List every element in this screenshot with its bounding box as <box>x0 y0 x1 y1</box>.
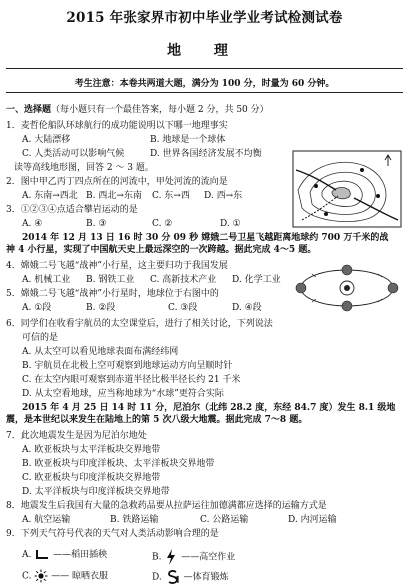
q1-option-c: C. 人类活动可以影响气候 <box>22 149 125 159</box>
q9-option-b-letter: B. <box>152 552 162 563</box>
q5-stem: 5．嫦娥二号飞越“战神”小行星时，地球位于右图中的 <box>6 289 219 299</box>
q3-option-a: A. ④ <box>22 219 43 229</box>
q2-option-b: B. 西北→东南 <box>86 191 142 201</box>
q8-option-b: B. 铁路运输 <box>110 515 159 525</box>
quake-intro-line-2: 震，是本世纪以来发生在陆地上的第 5 次八级大地震。据此完成 7～8 题。 <box>6 415 308 425</box>
q7-option-b: B. 欧亚板块与印度洋板块、太平洋板块交界地带 <box>22 459 215 469</box>
q6-stem-line-2: 可信的是 <box>22 333 59 343</box>
q8-option-a: A. 航空运输 <box>22 515 71 525</box>
notice-divider <box>6 92 403 93</box>
q7-option-c: C. 欧亚板块与印度洋板块交界地带 <box>22 473 161 483</box>
q9-option-c-text: —— 晾晒衣服 <box>51 571 109 582</box>
q3-stem: 3．①②③④点适合攀岩运动的是 <box>6 205 138 215</box>
q3-option-b: B. ③ <box>86 219 107 229</box>
q5-option-b: B. ②段 <box>86 303 116 313</box>
q9-option-d-letter: D. <box>152 572 162 583</box>
q1-option-d: D. 世界各国经济发展不均衡 <box>150 149 262 159</box>
quake-intro-line-1: 2015 年 4 月 25 日 14 时 11 分，尼泊尔（北纬 28.2 度，东经 84.7 度）发生 8.1 级地 <box>22 403 396 413</box>
q9-option-b <box>152 548 235 566</box>
satellite-intro-line-1: 2014 年 12 月 13 日 16 时 30 分 09 秒 嫦娥二号卫星飞越距离地球约 700 万千米的战 <box>22 233 389 243</box>
candidate-notice: 考生注意：本卷共两道大题，满分为 100 分，时量为 60 分钟。 <box>74 79 335 89</box>
q3-option-c: C. ② <box>152 219 173 229</box>
contour-map-figure <box>292 150 402 228</box>
q2-stem: 2．图中甲乙丙丁四点所在的河流中，甲处河流的流向是 <box>6 177 228 187</box>
q9-option-d <box>152 569 229 585</box>
section-heading-label: 一、选择题 <box>6 105 52 115</box>
q8-option-d: D. 内河运输 <box>288 515 337 525</box>
q2-option-a: A. 东南→西北 <box>22 191 78 201</box>
q4-stem: 4．嫦娥二号飞越“战神”小行星，这主要归功于我国发展 <box>6 261 228 271</box>
q1-option-a: A. 大陆漂移 <box>22 135 71 145</box>
q4-option-c: C. 高新技术产业 <box>150 275 217 285</box>
lightning-icon <box>164 548 178 566</box>
q2-option-c: C. 东→西 <box>152 191 190 201</box>
sunny-icon <box>34 569 48 583</box>
earth-orbit-figure <box>292 258 402 318</box>
q6-option-b: B. 宇航员在北极上空可观察到地球运动方向呈顺时针 <box>22 361 233 371</box>
header-divider <box>6 68 403 69</box>
q7-stem: 7．此次地震发生是因为尼泊尔地处 <box>6 431 147 441</box>
q9-option-c <box>22 569 108 584</box>
q4-option-b: B. 钢铁工业 <box>86 275 135 285</box>
q5-option-c: C. ③段 <box>168 303 198 313</box>
q1-stem: 1．麦哲伦船队环球航行的成功能说明以下哪一地理事实 <box>6 121 228 131</box>
q6-option-a: A. 从太空可以看见地球表面布满经纬网 <box>22 347 179 357</box>
q6-stem-line-1: 6．同学们在收看宇航员的太空课堂后，进行了相关讨论，下列说法 <box>6 319 273 329</box>
q6-option-d: D. 从太空看地球，应当称地球为“水球”更符合实际 <box>22 389 224 399</box>
fig1-intro: 读等高线地形图，回答 2 ～ 3 题。 <box>14 163 154 173</box>
q6-option-c: C. 在太空内眼可观察到赤道半径比极半径长约 21 千米 <box>22 375 241 385</box>
light-rain-icon <box>34 549 50 561</box>
q1-option-b: B. 地球是一个球体 <box>150 135 226 145</box>
q4-option-d: D. 化学工业 <box>232 275 281 285</box>
q9-option-a-text: ——稻田插秧 <box>53 550 108 560</box>
q9-stem: 9．下列天气符号代表的天气对人类活动影响合理的是 <box>6 529 219 539</box>
q7-option-a: A. 欧亚板块与太平洋板块交界地带 <box>22 445 161 455</box>
sandstorm-icon <box>165 569 181 585</box>
q9-option-b-text: ——高空作业 <box>181 552 236 563</box>
q9-option-a-letter: A. <box>22 550 32 560</box>
section-heading-note: （每小题只有一个最佳答案，每小题 2 分，共 50 分） <box>51 105 269 115</box>
section-heading <box>6 105 269 116</box>
satellite-intro-line-2: 神 4 小行星，实现了中国航天史上最远深空的一次跨越。据此完成 4～5 题。 <box>6 245 317 255</box>
q9-option-a <box>22 548 107 562</box>
exam-title: 2015 年张家界市初中毕业学业考试检测试卷 <box>66 10 343 26</box>
subject-title: 地 理 <box>167 43 242 59</box>
q9-option-d-text: —体育锻炼 <box>183 572 229 583</box>
q4-option-a: A. 机械工业 <box>22 275 71 285</box>
q8-option-c: C. 公路运输 <box>200 515 249 525</box>
q2-option-d: D. 西→东 <box>204 191 243 201</box>
q9-option-c-letter: C. <box>22 571 32 582</box>
q3-option-d: D. ① <box>220 219 241 229</box>
q7-option-d: D. 太平洋板块与印度洋板块交界地带 <box>22 487 170 497</box>
q8-stem: 8．地震发生后我国有大量的急救药品要从拉萨运往加德满都应选择的运输方式是 <box>6 501 327 511</box>
q5-option-a: A. ①段 <box>22 303 52 313</box>
q5-option-d: D. ④段 <box>232 303 262 313</box>
